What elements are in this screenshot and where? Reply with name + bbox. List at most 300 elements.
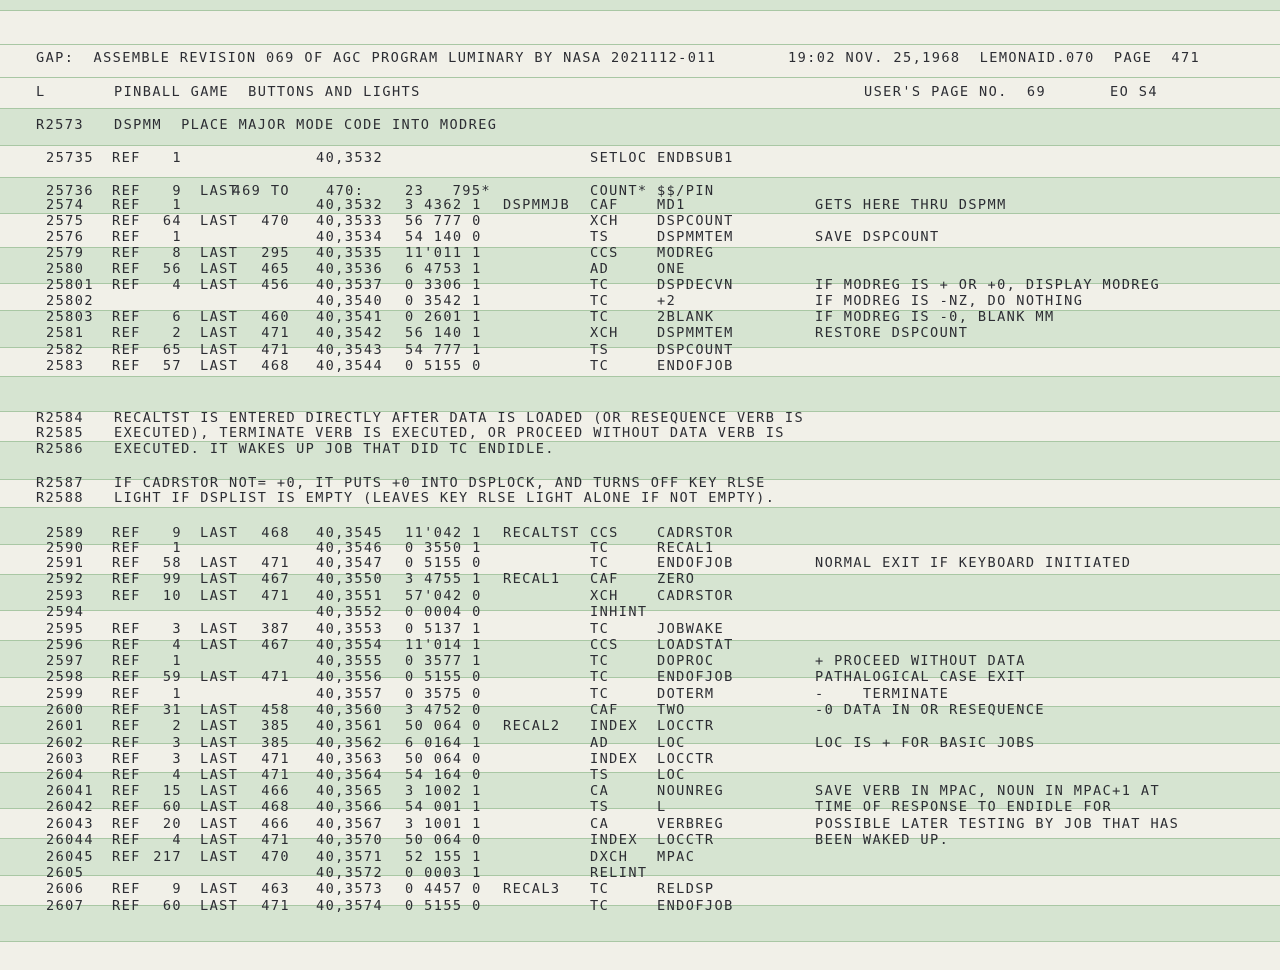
comment: NORMAL EXIT IF KEYBOARD INITIATED xyxy=(815,555,1132,571)
address: 40,3564 xyxy=(316,767,384,783)
listing-row xyxy=(0,849,1280,865)
ref-label: REF xyxy=(112,555,141,571)
last-page: 471 xyxy=(261,555,290,571)
ref-count: 4 xyxy=(172,277,182,293)
listing-row xyxy=(0,309,1280,325)
opcode: DXCH xyxy=(590,849,629,865)
operand: DOPROC xyxy=(657,653,715,669)
operand: ONE xyxy=(657,261,686,277)
last-page: 456 xyxy=(261,277,290,293)
listing-row xyxy=(0,637,1280,653)
ref-count: 4 xyxy=(172,637,182,653)
line-number: 2574 xyxy=(46,197,85,213)
address: 40,3571 xyxy=(316,849,384,865)
comment: SAVE VERB IN MPAC, NOUN IN MPAC+1 AT xyxy=(815,783,1161,799)
line-number: 26042 xyxy=(46,799,94,815)
opcode: CA xyxy=(590,816,610,832)
last-page: 471 xyxy=(261,342,290,358)
opcode: TC xyxy=(590,653,610,669)
opcode: INHINT xyxy=(590,604,648,620)
ref-count: 15 xyxy=(162,783,182,799)
last-label: LAST xyxy=(200,799,239,815)
opcode: COUNT* xyxy=(590,183,648,199)
remark-line xyxy=(0,475,1280,491)
octal-word: 0 5137 1 xyxy=(405,621,482,637)
address: 40,3565 xyxy=(316,783,384,799)
operand: CADRSTOR xyxy=(657,525,734,541)
opcode: TC xyxy=(590,686,610,702)
line-number: 2575 xyxy=(46,213,85,229)
last-page: 465 xyxy=(261,261,290,277)
address: 40,3562 xyxy=(316,735,384,751)
opcode: TC xyxy=(590,309,610,325)
line-number: 26043 xyxy=(46,816,94,832)
last-label: LAST xyxy=(200,555,239,571)
address: 40,3566 xyxy=(316,799,384,815)
opcode: XCH xyxy=(590,213,619,229)
octal-word: 0 2601 1 xyxy=(405,309,482,325)
timestamp-page: 19:02 NOV. 25,1968 LEMONAID.070 PAGE 471 xyxy=(788,50,1201,66)
ref-label: REF xyxy=(112,735,141,751)
line-number: 2576 xyxy=(46,229,85,245)
rule-line xyxy=(0,145,1280,146)
last-label: LAST xyxy=(200,702,239,718)
octal-word: 3 1001 1 xyxy=(405,816,482,832)
last-label: LAST xyxy=(200,816,239,832)
operand: 2BLANK xyxy=(657,309,715,325)
ref-count: 31 xyxy=(162,702,182,718)
line-number: 2603 xyxy=(46,751,85,767)
ref-label: REF xyxy=(112,881,141,897)
line-number: 2606 xyxy=(46,881,85,897)
ref-label: REF xyxy=(112,898,141,914)
octal-word: 23 xyxy=(405,183,425,199)
address: 40,3544 xyxy=(316,358,384,374)
comment: POSSIBLE LATER TESTING BY JOB THAT HAS xyxy=(815,816,1180,832)
remark-number: R2586 xyxy=(36,441,84,457)
opcode: RELINT xyxy=(590,865,648,881)
remark-line xyxy=(0,425,1280,441)
ref-count: 9 xyxy=(172,183,182,199)
line-number: 2583 xyxy=(46,358,85,374)
line-number: 26044 xyxy=(46,832,94,848)
opcode: TC xyxy=(590,669,610,685)
last-page: 468 xyxy=(261,358,290,374)
ref-count: 1 xyxy=(172,197,182,213)
opcode: AD xyxy=(590,735,610,751)
listing-row xyxy=(0,898,1280,914)
last-label: LAST xyxy=(200,637,239,653)
ref-label: REF xyxy=(112,325,141,341)
octal-word: 0 5155 0 xyxy=(405,358,482,374)
address: 40,3574 xyxy=(316,898,384,914)
octal-word: 0 4457 0 xyxy=(405,881,482,897)
ref-count: 3 xyxy=(172,621,182,637)
last-label: LAST xyxy=(200,735,239,751)
listing-row xyxy=(0,525,1280,541)
listing-row xyxy=(0,816,1280,832)
octal-word: 54 164 0 xyxy=(405,767,482,783)
ref-count: 1 xyxy=(172,653,182,669)
opcode: CA xyxy=(590,783,610,799)
ref-label: REF xyxy=(112,751,141,767)
operand: L xyxy=(657,799,667,815)
operand: LOCCTR xyxy=(657,718,715,734)
opcode: TC xyxy=(590,540,610,556)
operand: ENDOFJOB xyxy=(657,669,734,685)
octal-word: 0 0003 1 xyxy=(405,865,482,881)
ref-label: REF xyxy=(112,621,141,637)
last-label: LAST xyxy=(200,261,239,277)
comment: BEEN WAKED UP. xyxy=(815,832,950,848)
address: 40,3561 xyxy=(316,718,384,734)
last-page: 471 xyxy=(261,669,290,685)
ref-label: REF xyxy=(112,525,141,541)
last-label: LAST xyxy=(200,277,239,293)
ref-count: 2 xyxy=(172,718,182,734)
operand: LOADSTAT xyxy=(657,637,734,653)
remark-text: LIGHT IF DSPLIST IS EMPTY (LEAVES KEY RLSE LIGHT ALONE IF NOT EMPTY). xyxy=(114,490,776,506)
line-number: 2590 xyxy=(46,540,85,556)
comment: SAVE DSPCOUNT xyxy=(815,229,940,245)
opcode: INDEX xyxy=(590,751,638,767)
opcode: INDEX xyxy=(590,718,638,734)
line-number: 2597 xyxy=(46,653,85,669)
last-label: LAST xyxy=(200,358,239,374)
comment: LOC IS + FOR BASIC JOBS xyxy=(815,735,1036,751)
address: 40,3550 xyxy=(316,571,384,587)
last-label: LAST xyxy=(200,183,239,199)
rule-line xyxy=(0,177,1280,178)
ref-label: REF xyxy=(112,261,141,277)
line-number: 2605 xyxy=(46,865,85,881)
operand: DSPCOUNT xyxy=(657,342,734,358)
rule-line xyxy=(0,941,1280,942)
last-label: LAST xyxy=(200,783,239,799)
octal-word: 56 140 1 xyxy=(405,325,482,341)
operand: ENDOFJOB xyxy=(657,555,734,571)
last-page: 466 xyxy=(261,783,290,799)
header-line-1 xyxy=(0,50,1280,66)
listing-row xyxy=(0,555,1280,571)
comment: RESTORE DSPCOUNT xyxy=(815,325,969,341)
listing-row xyxy=(0,702,1280,718)
operand: MODREG xyxy=(657,245,715,261)
operand: +2 xyxy=(657,293,677,309)
rule-line xyxy=(0,108,1280,109)
listing-row xyxy=(0,213,1280,229)
ref-count: 64 xyxy=(162,213,182,229)
address: 40,3570 xyxy=(316,832,384,848)
octal-word: 3 4755 1 xyxy=(405,571,482,587)
line-number: 2593 xyxy=(46,588,85,604)
last-page: 460 xyxy=(261,309,290,325)
listing-row xyxy=(0,686,1280,702)
line-number: 2604 xyxy=(46,767,85,783)
user-page-number: USER'S PAGE NO. 69 xyxy=(864,84,1047,100)
address: 40,3554 xyxy=(316,637,384,653)
remark-line xyxy=(0,117,1280,133)
last-label: LAST xyxy=(200,718,239,734)
opcode: SETLOC ENDBSUB1 xyxy=(590,150,734,166)
ref-label: REF xyxy=(112,358,141,374)
address: 40,3537 xyxy=(316,277,384,293)
opcode: CCS xyxy=(590,637,619,653)
operand: DSPMMTEM xyxy=(657,229,734,245)
operand: RECAL1 xyxy=(657,540,715,556)
line-number: 2591 xyxy=(46,555,85,571)
line-number: 2594 xyxy=(46,604,85,620)
listing-row xyxy=(0,358,1280,374)
ref-count: 65 xyxy=(162,342,182,358)
listing-row xyxy=(0,229,1280,245)
line-number: 2602 xyxy=(46,735,85,751)
ref-label: REF xyxy=(112,783,141,799)
address: 40,3556 xyxy=(316,669,384,685)
octal-word: 6 4753 1 xyxy=(405,261,482,277)
last-page: 463 xyxy=(261,881,290,897)
line-number: 2579 xyxy=(46,245,85,261)
octal-word: 6 0164 1 xyxy=(405,735,482,751)
operand: LOCCTR xyxy=(657,832,715,848)
operand: NOUNREG xyxy=(657,783,725,799)
ref-label: REF xyxy=(112,197,141,213)
octal-word: 0 5155 0 xyxy=(405,898,482,914)
octal-word: 54 777 1 xyxy=(405,342,482,358)
remark-text: RECALTST IS ENTERED DIRECTLY AFTER DATA IS LOADED (OR RESEQUENCE VERB IS xyxy=(114,410,805,426)
ref-label: REF xyxy=(112,637,141,653)
operand: CADRSTOR xyxy=(657,588,734,604)
last-label: LAST xyxy=(200,621,239,637)
ref-count: 3 xyxy=(172,751,182,767)
address: 40,3546 xyxy=(316,540,384,556)
remark-number: R2587 xyxy=(36,475,84,491)
address: 40,3532 xyxy=(316,150,384,166)
last-label: LAST xyxy=(200,898,239,914)
symbol-label: DSPMMJB xyxy=(503,197,571,213)
line-number: 2580 xyxy=(46,261,85,277)
opcode: TC xyxy=(590,898,610,914)
comment: -0 DATA IN OR RESEQUENCE xyxy=(815,702,1046,718)
octal-word: 3 1002 1 xyxy=(405,783,482,799)
address: 40,3545 xyxy=(316,525,384,541)
ref-label: REF xyxy=(112,588,141,604)
listing-row xyxy=(0,325,1280,341)
remark-text: DSPMM PLACE MAJOR MODE CODE INTO MODREG xyxy=(114,117,498,133)
address: 40,3543 xyxy=(316,342,384,358)
octal-word: 0 3542 1 xyxy=(405,293,482,309)
address: 40,3563 xyxy=(316,751,384,767)
remark-number: R2585 xyxy=(36,425,84,441)
line-number: 26045 xyxy=(46,849,94,865)
line-number: 2600 xyxy=(46,702,85,718)
ref-label: REF xyxy=(112,229,141,245)
address: 40,3533 xyxy=(316,213,384,229)
opcode: INDEX xyxy=(590,832,638,848)
ref-label: REF xyxy=(112,309,141,325)
ref-label: REF xyxy=(112,669,141,685)
last-page: 387 xyxy=(261,621,290,637)
line-number: 2607 xyxy=(46,898,85,914)
last-page: 469 TO xyxy=(232,183,290,199)
octal-word: 0 3575 0 xyxy=(405,686,482,702)
listing-flag: L xyxy=(36,84,46,100)
octal-word: 50 064 0 xyxy=(405,832,482,848)
line-number: 25735 xyxy=(46,150,94,166)
last-page: 467 xyxy=(261,571,290,587)
operand: LOC xyxy=(657,767,686,783)
rule-line xyxy=(0,44,1280,45)
operand: VERBREG xyxy=(657,816,725,832)
octal-word: 3 4362 1 xyxy=(405,197,482,213)
line-number: 26041 xyxy=(46,783,94,799)
ref-label: REF xyxy=(112,832,141,848)
ref-count: 1 xyxy=(172,229,182,245)
octal-word: 11'011 1 xyxy=(405,245,482,261)
ref-label: REF xyxy=(112,183,141,199)
last-label: LAST xyxy=(200,342,239,358)
opcode: CAF xyxy=(590,197,619,213)
ref-label: REF xyxy=(112,540,141,556)
last-label: LAST xyxy=(200,571,239,587)
page-code: EO S4 xyxy=(1110,84,1158,100)
operand: DSPCOUNT xyxy=(657,213,734,229)
ref-count: 1 xyxy=(172,686,182,702)
listing-row xyxy=(0,277,1280,293)
opcode: TC xyxy=(590,555,610,571)
ref-label: REF xyxy=(112,767,141,783)
last-page: 470 xyxy=(261,213,290,229)
ref-label: REF xyxy=(112,686,141,702)
opcode: CAF xyxy=(590,571,619,587)
listing-row xyxy=(0,197,1280,213)
assembly-title: GAP: ASSEMBLE REVISION 069 OF AGC PROGRAM LUMINARY BY NASA 2021112-011 xyxy=(36,50,717,66)
rule-line xyxy=(0,10,1280,11)
ref-count: 9 xyxy=(172,881,182,897)
remark-line xyxy=(0,490,1280,506)
comment: TIME OF RESPONSE TO ENDIDLE FOR xyxy=(815,799,1113,815)
operand: ZERO xyxy=(657,571,696,587)
ref-label: REF xyxy=(112,213,141,229)
last-label: LAST xyxy=(200,881,239,897)
address: 40,3552 xyxy=(316,604,384,620)
opcode: TS xyxy=(590,767,610,783)
remark-line xyxy=(0,410,1280,426)
comment: + PROCEED WITHOUT DATA xyxy=(815,653,1026,669)
opcode: CCS xyxy=(590,525,619,541)
octal-word: 0 3550 1 xyxy=(405,540,482,556)
address: 40,3572 xyxy=(316,865,384,881)
last-page: 466 xyxy=(261,816,290,832)
octal-word: 50 064 0 xyxy=(405,751,482,767)
rule-line xyxy=(0,77,1280,78)
address: 40,3551 xyxy=(316,588,384,604)
opcode: TS xyxy=(590,342,610,358)
last-label: LAST xyxy=(200,849,239,865)
address: 40,3534 xyxy=(316,229,384,245)
count-target: 470: xyxy=(326,183,365,199)
ref-count: 57 xyxy=(162,358,182,374)
ref-count: 2 xyxy=(172,325,182,341)
comment: IF MODREG IS + OR +0, DISPLAY MODREG xyxy=(815,277,1161,293)
last-page: 471 xyxy=(261,588,290,604)
ref-count: 1 xyxy=(172,150,182,166)
operand: LOC xyxy=(657,735,686,751)
operand: $$/PIN xyxy=(657,183,715,199)
last-label: LAST xyxy=(200,213,239,229)
symbol-label: RECALTST xyxy=(503,525,580,541)
ref-label: REF xyxy=(112,277,141,293)
opcode: TC xyxy=(590,277,610,293)
octal-word: 0 5155 0 xyxy=(405,669,482,685)
ref-count: 60 xyxy=(162,898,182,914)
usage-count: 795* xyxy=(452,183,491,199)
listing-row xyxy=(0,588,1280,604)
operand: JOBWAKE xyxy=(657,621,725,637)
operand: ENDOFJOB xyxy=(657,358,734,374)
opcode: TC xyxy=(590,293,610,309)
comment: IF MODREG IS -0, BLANK MM xyxy=(815,309,1055,325)
address: 40,3541 xyxy=(316,309,384,325)
operand: MD1 xyxy=(657,197,686,213)
last-label: LAST xyxy=(200,325,239,341)
listing-row xyxy=(0,865,1280,881)
line-number: 2592 xyxy=(46,571,85,587)
ref-label: REF xyxy=(112,799,141,815)
line-number: 2581 xyxy=(46,325,85,341)
operand: TWO xyxy=(657,702,686,718)
listing-row xyxy=(0,799,1280,815)
address: 40,3553 xyxy=(316,621,384,637)
ref-count: 99 xyxy=(162,571,182,587)
last-page: 471 xyxy=(261,767,290,783)
green-band xyxy=(0,0,1280,10)
last-page: 385 xyxy=(261,735,290,751)
last-label: LAST xyxy=(200,669,239,685)
octal-word: 54 001 1 xyxy=(405,799,482,815)
operand: LOCCTR xyxy=(657,751,715,767)
ref-label: REF xyxy=(112,702,141,718)
remark-number: R2588 xyxy=(36,490,84,506)
comment: PATHALOGICAL CASE EXIT xyxy=(815,669,1026,685)
last-page: 467 xyxy=(261,637,290,653)
symbol-label: RECAL2 xyxy=(503,718,561,734)
last-page: 295 xyxy=(261,245,290,261)
listing-row xyxy=(0,767,1280,783)
operand: MPAC xyxy=(657,849,696,865)
listing-row xyxy=(0,832,1280,848)
opcode: CAF xyxy=(590,702,619,718)
line-number: 25803 xyxy=(46,309,94,325)
line-number: 2601 xyxy=(46,718,85,734)
listing-row xyxy=(0,293,1280,309)
last-page: 468 xyxy=(261,799,290,815)
last-label: LAST xyxy=(200,832,239,848)
octal-word: 50 064 0 xyxy=(405,718,482,734)
ref-count: 1 xyxy=(172,540,182,556)
octal-word: 54 140 0 xyxy=(405,229,482,245)
ref-count: 9 xyxy=(172,525,182,541)
listing-row xyxy=(0,261,1280,277)
operand: DOTERM xyxy=(657,686,715,702)
rule-line xyxy=(0,507,1280,508)
ref-count: 60 xyxy=(162,799,182,815)
ref-count: 4 xyxy=(172,767,182,783)
listing-row xyxy=(0,342,1280,358)
opcode: CCS xyxy=(590,245,619,261)
opcode: TS xyxy=(590,229,610,245)
octal-word: 57'042 0 xyxy=(405,588,482,604)
